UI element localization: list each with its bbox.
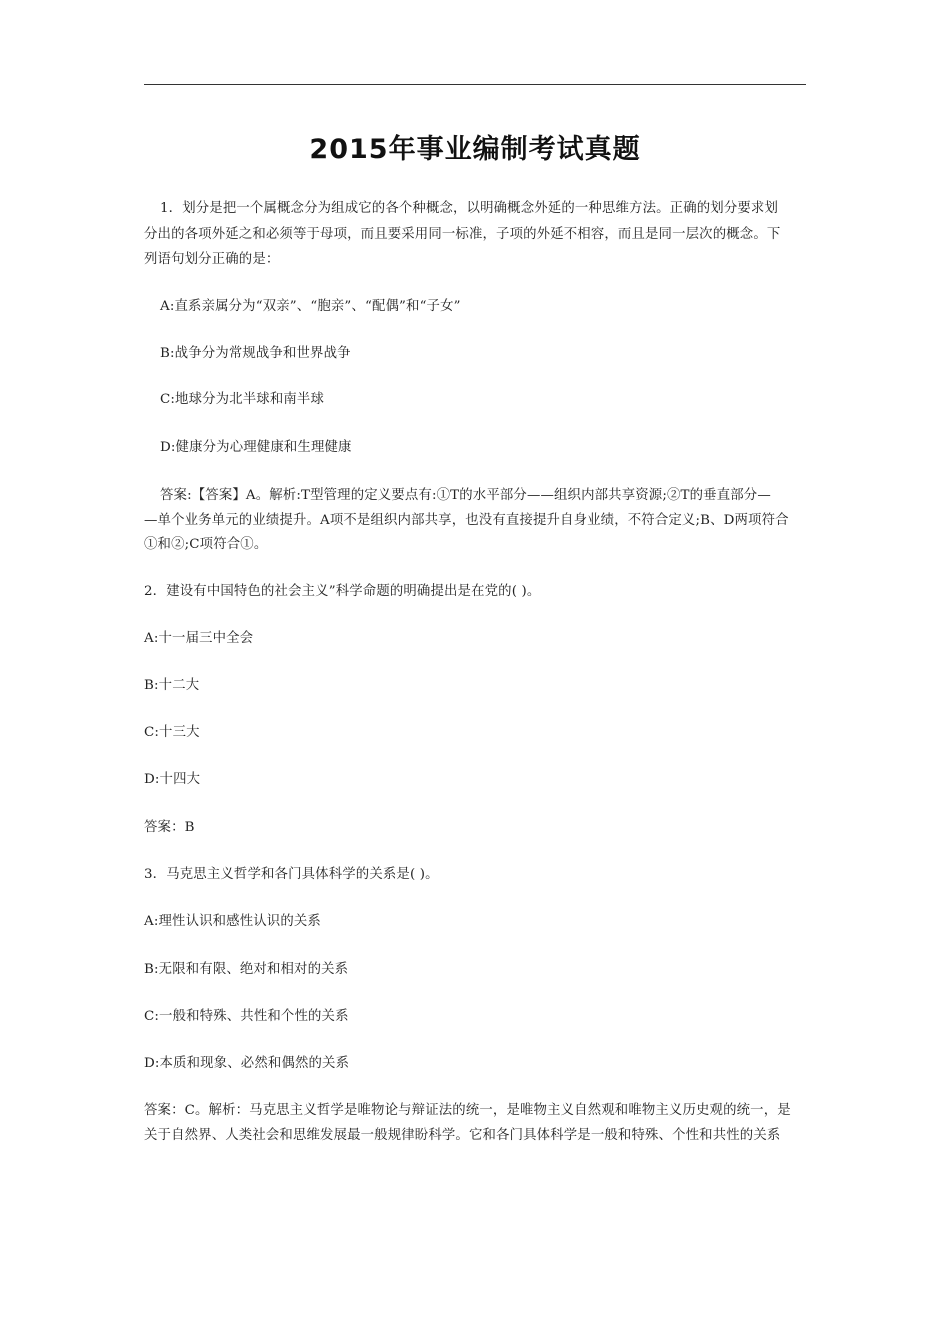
q1-option-c: C:地球分为北半球和南半球 bbox=[160, 392, 325, 407]
q2-option-a: A:十一届三中全会 bbox=[144, 631, 254, 646]
q3-option-a: A:理性认识和感性认识的关系 bbox=[144, 914, 321, 929]
q1-stem-line-3: 列语句划分正确的是： bbox=[144, 252, 280, 267]
q1-option-b: B:战争分为常规战争和世界战争 bbox=[160, 346, 351, 361]
q2-option-d: D:十四大 bbox=[144, 772, 201, 787]
q3-stem: 3．马克思主义哲学和各门具体科学的关系是( )。 bbox=[144, 867, 439, 882]
q1-option-a: A:直系亲属分为“双亲”、“胞亲”、“配偶”和“子女” bbox=[160, 299, 461, 314]
document-title: 2015年事业编制考试真题 bbox=[309, 134, 641, 165]
q3-option-c: C:一般和特殊、共性和个性的关系 bbox=[144, 1009, 349, 1024]
q3-option-d: D:本质和现象、必然和偶然的关系 bbox=[144, 1056, 350, 1071]
q1-stem-line-1: 1．划分是把一个属概念分为组成它的各个种概念，以明确概念外延的一种思维方法。正确的划分要求划 bbox=[160, 201, 778, 216]
q1-answer-line-3: ①和②;C项符合①。 bbox=[144, 537, 268, 552]
q3-answer-line-2: 关于自然界、人类社会和思维发展最一般规律盼科学。它和各门具体科学是一般和特殊、个性和共性的关系 bbox=[144, 1128, 781, 1143]
q1-stem-line-2: 分出的各项外延之和必须等于母项，而且要采用同一标准，子项的外延不相容，而且是同一层次的概念。下 bbox=[144, 227, 781, 242]
q1-option-d: D:健康分为心理健康和生理健康 bbox=[160, 440, 352, 455]
q1-answer-line-2: —单个业务单元的业绩提升。A项不是组织内部共享，也没有直接提升自身业绩，不符合定义;B、D两项符合 bbox=[144, 513, 789, 528]
q2-option-c: C:十三大 bbox=[144, 725, 200, 740]
q3-option-b: B:无限和有限、绝对和相对的关系 bbox=[144, 962, 349, 977]
q1-answer-line-1: 答案:【答案】A。解析:T型管理的定义要点有:①T的水平部分——组织内部共享资源;②T的垂直部分— bbox=[160, 488, 771, 503]
q2-stem: 2．建设有中国特色的社会主义”科学命题的明确提出是在党的( )。 bbox=[144, 584, 541, 599]
q2-answer: 答案：B bbox=[144, 820, 195, 835]
header-rule bbox=[144, 84, 806, 85]
q3-answer-line-1: 答案：C。解析：马克思主义哲学是唯物论与辩证法的统一，是唯物主义自然观和唯物主义历史观的统一，是 bbox=[144, 1103, 791, 1118]
q2-option-b: B:十二大 bbox=[144, 678, 200, 693]
